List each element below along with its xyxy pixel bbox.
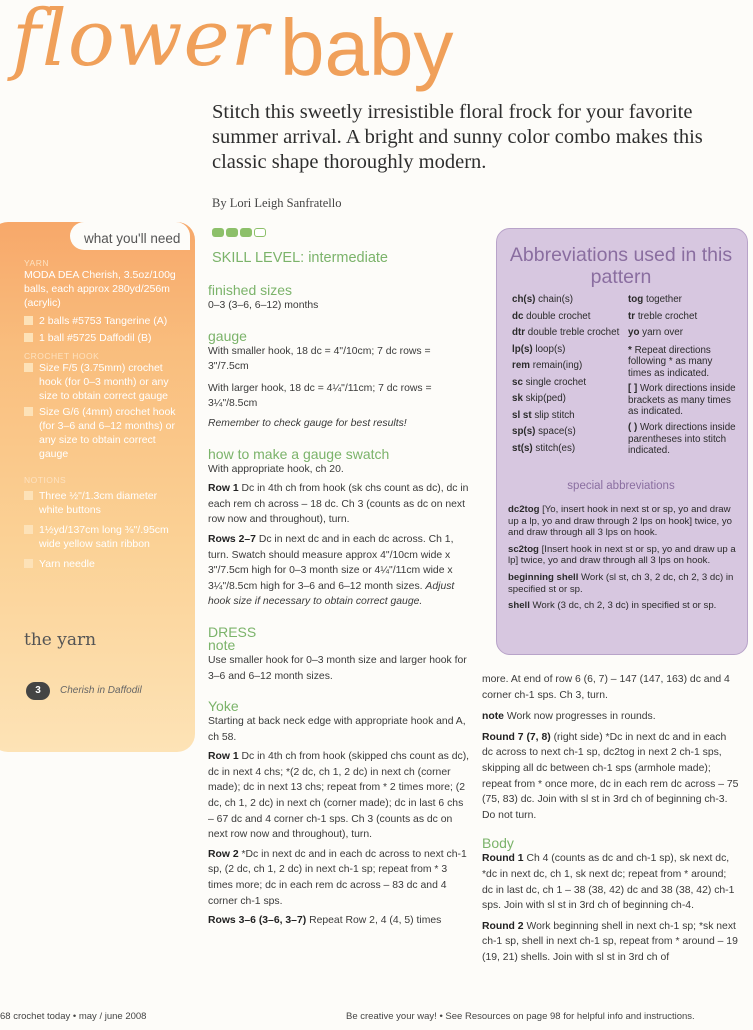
skill-level: SKILL LEVEL: intermediate [212,250,388,266]
skill-level-indicator [212,228,266,237]
abbr-item: ch(s) chain(s) [512,294,574,305]
abbreviations-left [512,292,622,457]
yarn-name: Cherish in Daffodil [60,685,142,696]
checkbox-icon [24,363,33,372]
yoke-row2: Row 2 *Dc in next dc and in each dc across to next ch-1 sp, (2 dc, ch 1, 2 dc) in next ch-1 sp; repeat from * 3 times more; dc in each rem dc across – 83 dc and 4 corner ch-1 sps. [208,848,467,907]
abbr-item: tog together [628,294,682,305]
abbr-item: rem remain(ing) [512,360,583,371]
abbr-item: sc single crochet [512,376,587,388]
byline: By Lori Leigh Sanfratello [212,196,342,210]
abbr-item: lp(s) loop(s) [512,343,566,355]
checkbox-icon [24,525,33,534]
body-round1: Round 1 Ch 4 (counts as dc and ch-1 sp), sk next dc, *dc in next dc, ch 1, sk next dc; repeat from * around; dc in last dc, ch 1 – 38 (38, 42) dc and 38 (38, 42) ch-1 sps. Join with sl st in 3rd ch of beginning ch-4. [482,853,735,912]
note-text: Use smaller hook for 0–3 month size and larger hook for 3–6 and 6–12 month sizes. [208,654,467,682]
sizes-heading: finished sizes [208,282,293,298]
abbreviations-right [628,292,738,457]
list-item: 2 balls #5753 Tangerine (A) [24,314,184,328]
skill-dot [226,228,238,237]
gauge-smaller: With smaller hook, 18 dc = 4"/10cm; 7 dc rows = 3"/7.5cm [208,345,431,373]
special-item: dc2tog [Yo, insert hook in next st or sp, yo and draw up a lp, yo and draw through 2 lps on hook] twice, yo and draw through all 3 lps on hook. [508,504,732,539]
round7: Round 7 (7, 8) (right side) *Dc in next dc and in each dc across to next ch-1 sp, dc2tog in next 2 ch-1 sps, skipping all dc between ch-1 sps (armhole made); repeat from * once more, dc in each rem dc across – 75 (75, 83) dc. Join with sl st in 3rd ch of beginning ch-3. Do not turn. [482,731,739,821]
materials-list [24,258,184,571]
special-abbreviations [508,504,736,612]
sizes: 0–3 (3–6, 6–12) months [208,300,319,311]
gauge-larger: With larger hook, 18 dc = 4¼"/11cm; 7 dc rows = 3¼"/8.5cm [208,382,432,410]
footer-right: Be creative your way! • See Resources on page 98 for helpful info and instructions. [346,1011,695,1022]
special-item: shell Work (3 dc, ch 2, 3 dc) in specified st or sp. [508,600,717,612]
yoke-intro: Starting at back neck edge with appropriate hook and A, ch 58. [208,716,466,743]
special-abbreviations-title: special abbreviations [567,480,675,492]
checkbox-icon [24,491,33,500]
rounds-note: note Work now progresses in rounds. [482,711,656,723]
swatch-row1: Row 1 Dc in 4th ch from hook (sk chs count as dc), dc in each rem ch across – 18 dc. Ch 3 (counts as dc on next row now and throughout), turn. [208,483,469,526]
special-item: sc2tog [Insert hook in next st or sp, yo and draw up a lp] twice, yo and draw through all 3 lps on hook. [508,543,736,567]
body-heading: Body [482,835,514,852]
list-item: Size G/6 (4mm) crochet hook (for 3–6 and 6–12 months) or any size to obtain correct gauge [24,405,184,461]
body-round2: Round 2 Work beginning shell in next ch-1 sp; *sk next ch-1 sp, shell in next ch-1 sp, repeat from * around – 19 (19, 21) shells. Join with sl st in 3rd ch of [482,920,738,963]
intro-paragraph: Stitch this sweetly irresistible floral frock for your favorite summer arrival. A bright and sunny color combo makes this classic shape thoroughly modern. [212,101,703,173]
skill-dot [212,228,224,237]
yoke-row1: Row 1 Dc in 4th ch from hook (skipped chs count as dc), dc in next 4 chs; *(2 dc, ch 1, 2 dc) in next ch (corner made); dc in next 13 chs; repeat from * 2 times more; (2 dc, ch 1, 2 dc) in next ch (corner made); dc in last 6 chs – 67 dc and 4 corner ch-1 sps. Ch 3 (counts as dc on next row now and throughout), turn. [208,751,470,841]
abbr-item: yo yarn over [628,327,684,338]
swatch-heading: how to make a gauge swatch [208,445,390,462]
abbr-item: st(s) stitch(es) [512,442,576,454]
notions-heading: NOTIONS [24,475,67,485]
checkbox-icon [24,316,33,325]
list-item: Yarn needle [24,557,184,571]
checkbox-icon [24,333,33,342]
abbr-item: * Repeat directions following * as many times as indicated. [628,344,713,379]
list-item: 1½yd/137cm long ⅜"/.95cm wide yellow satin ribbon [24,523,184,551]
special-item: beginning shell Work (sl st, ch 3, 2 dc, ch 2, 3 dc) in specified st or sp. [508,571,734,595]
page-number: 68 [0,1011,11,1022]
abbr-item: [ ] Work directions inside brackets as many times as indicated. [628,383,736,418]
magazine-issue: crochet today • may / june 2008 [13,1011,147,1022]
note-heading: note [208,636,236,653]
abbr-item: sl st slip stitch [512,409,575,421]
abbr-item: sk skip(ped) [512,393,566,404]
the-yarn-heading: the yarn [24,630,97,650]
gauge-note: Remember to check gauge for best results! [208,417,407,429]
abbreviations-title: Abbreviations used in this pattern [509,244,733,288]
swatch-rows2-7: Rows 2–7 Dc in next dc and in each dc across. Ch 1, turn. Swatch should measure approx 4"/10cm wide x 3"/7.5cm high for 0–3 month size or 4¼"/11cm wide x 3¼"/8.5cm high for 3–6 and 6–12 month sizes. Adjust hook size if necessary to obtain correct gauge. [208,533,455,608]
yarn-weight-icon: 3 [26,682,50,700]
swatch-intro: With appropriate hook, ch 20. [208,463,344,475]
yarn-heading: YARN [24,258,49,268]
abbr-item: dtr double treble crochet [512,327,620,338]
skill-dot [240,228,252,237]
continued-text: more. At end of row 6 (6, 7) – 147 (147, 163) dc and 4 corner ch-1 sps. Ch 3, turn. [482,674,730,701]
list-item: 1 ball #5725 Daffodil (B) [24,331,184,345]
title-bold: baby [280,3,454,92]
sidebar-title: what you'll need [84,231,181,246]
footer-left [0,1011,146,1022]
middle-column [208,282,470,929]
list-item: Three ½"/1.3cm diameter white buttons [24,489,184,517]
list-item: Size F/5 (3.75mm) crochet hook (for 0–3 month) or any size to obtain correct gauge [24,361,184,403]
title-script: flower [12,0,269,84]
checkbox-icon [24,407,33,416]
abbr-item: tr treble crochet [628,310,698,322]
right-column [482,672,740,966]
yoke-rows3-6: Rows 3–6 (3–6, 3–7) Repeat Row 2, 4 (4, 5) times [208,915,442,927]
abbr-item: sp(s) space(s) [512,426,576,437]
checkbox-icon [24,559,33,568]
yarn-description: MODA DEA Cherish, 3.5oz/100g balls, each approx 280yd/256m (acrylic) [24,269,176,309]
gauge-heading: gauge [208,327,247,344]
abbr-item: dc double crochet [512,310,591,322]
hook-heading: CROCHET HOOK [24,351,100,361]
skill-dot [254,228,266,237]
yoke-heading: Yoke [208,698,239,715]
dress-heading: DRESS [208,623,257,640]
abbr-item: ( ) Work directions inside parentheses into stitch indicated. [628,422,736,457]
